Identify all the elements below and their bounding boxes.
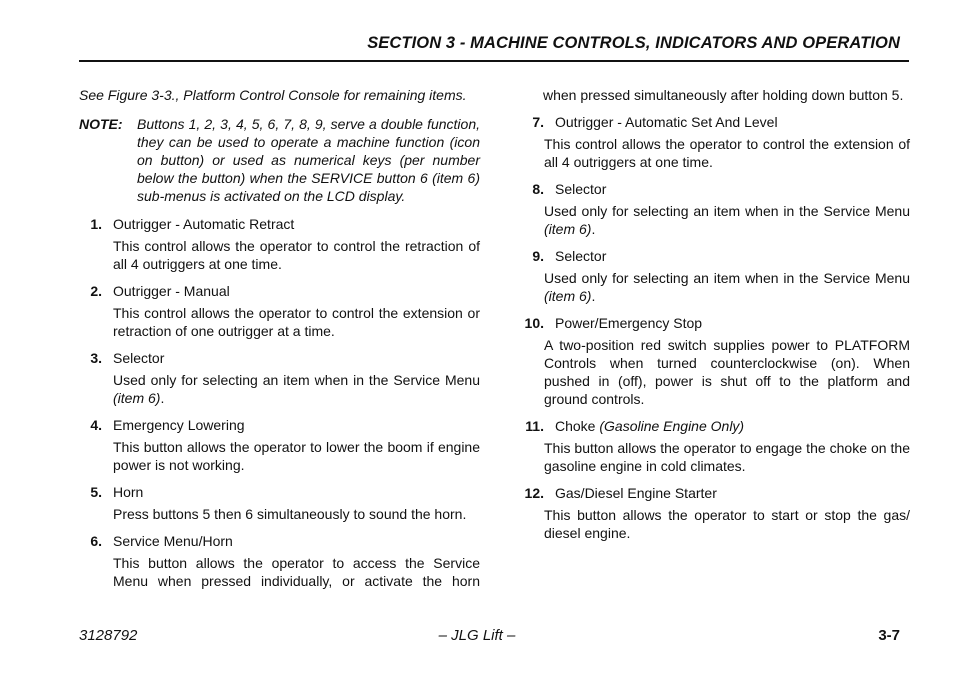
list-item (510, 417, 910, 475)
item-body: Press buttons 5 then 6 simultaneously to sound the horn. (113, 506, 467, 522)
item-number: 9. (532, 248, 544, 264)
item-number: 8. (532, 181, 544, 197)
item-number: 12. (524, 485, 544, 501)
item-title: Gas/Diesel Engine Starter (555, 485, 717, 501)
document-number: 3128792 (79, 627, 138, 644)
left-column (79, 86, 480, 599)
item-number: 10. (524, 315, 544, 331)
list-item (510, 113, 910, 171)
item-number: 7. (532, 114, 544, 130)
item-reference: (item 6) (113, 390, 161, 406)
list-item (79, 483, 480, 523)
item-reference: (item 6) (544, 221, 592, 237)
item-title: Selector (555, 248, 607, 264)
item-title: Emergency Lowering (113, 417, 245, 433)
item-body: This button allows the operator to access the Service Menu when pressed individually, or activate the horn (113, 555, 480, 589)
item-body: This button allows the operator to lower the boom if engine power is not working. (113, 439, 480, 473)
item-title: Service Menu/Horn (113, 533, 233, 549)
item-title: Horn (113, 484, 144, 500)
note-label: NOTE: (79, 116, 123, 132)
item-number: 6. (90, 533, 102, 549)
item-body-end: . (591, 288, 596, 304)
item-title: Outrigger - Automatic Set And Level (555, 114, 778, 130)
item-title (544, 417, 744, 435)
item-number: 3. (90, 350, 102, 366)
item-body-end: . (591, 221, 596, 237)
list-item (79, 532, 480, 590)
list-item (510, 180, 910, 238)
list-item (79, 215, 480, 273)
item-body (510, 269, 910, 305)
item-number: 2. (90, 283, 102, 299)
continued-text: when pressed simultaneously after holding down button 5. (543, 87, 904, 103)
item-title: Outrigger - Automatic Retract (113, 216, 295, 232)
item-title: Selector (113, 350, 165, 366)
list-item (510, 247, 910, 305)
item-title: Power/Emergency Stop (555, 315, 703, 331)
item-body: This control allows the operator to control the extension of all 4 outriggers at one time. (544, 136, 910, 170)
note-block (79, 115, 480, 205)
item-title: Outrigger - Manual (113, 283, 230, 299)
item-body-text: Used only for selecting an item when in the Service Menu (544, 270, 910, 286)
page-number: 3-7 (878, 627, 900, 644)
footer-brand: – JLG Lift – (438, 627, 516, 644)
item-number: 4. (90, 417, 102, 433)
note-text: Buttons 1, 2, 3, 4, 5, 6, 7, 8, 9, serve a double function, they can be used to operate a machine function (icon on button) or used as numerical keys (per number below the button) when the SERVICE button 6 (item 6) sub-menus is activated on the LCD display. (137, 116, 480, 204)
item-title: Selector (555, 181, 607, 197)
header-divider (79, 60, 909, 62)
item-number: 11. (525, 418, 544, 434)
section-title: SECTION 3 - MACHINE CONTROLS, INDICATORS AND OPERATION (367, 34, 900, 52)
list-item (79, 349, 480, 407)
item-title-qualifier: (Gasoline Engine Only) (599, 418, 745, 434)
item-body (79, 371, 480, 407)
item-body: This control allows the operator to control the extension or retraction of one outrigger at a time. (113, 305, 480, 339)
item-body: A two-position red switch supplies power to PLATFORM Controls when turned counterclockwise (on). When pushed in (off), power is shut off to the platform and ground controls. (544, 337, 910, 407)
list-item (79, 282, 480, 340)
item-reference: (item 6) (544, 288, 592, 304)
list-item (510, 484, 910, 542)
right-column (510, 86, 910, 551)
list-item (79, 416, 480, 474)
item-body: This button allows the operator to engage the choke on the gasoline engine in cold climates. (544, 440, 910, 474)
item-number: 5. (90, 484, 102, 500)
item-body (510, 202, 910, 238)
item-body: This control allows the operator to control the retraction of all 4 outriggers at one time. (113, 238, 480, 272)
item-body-text: Used only for selecting an item when in the Service Menu (544, 203, 910, 219)
item-body-end: . (160, 390, 165, 406)
list-item (510, 314, 910, 408)
item-body-text: Used only for selecting an item when in the Service Menu (113, 372, 480, 388)
item-number: 1. (90, 216, 102, 232)
item-title-text: Choke (555, 418, 596, 434)
item-body: This button allows the operator to start or stop the gas/ diesel engine. (544, 507, 910, 541)
intro-text: See Figure 3-3., Platform Control Console for remaining items. (79, 87, 467, 103)
